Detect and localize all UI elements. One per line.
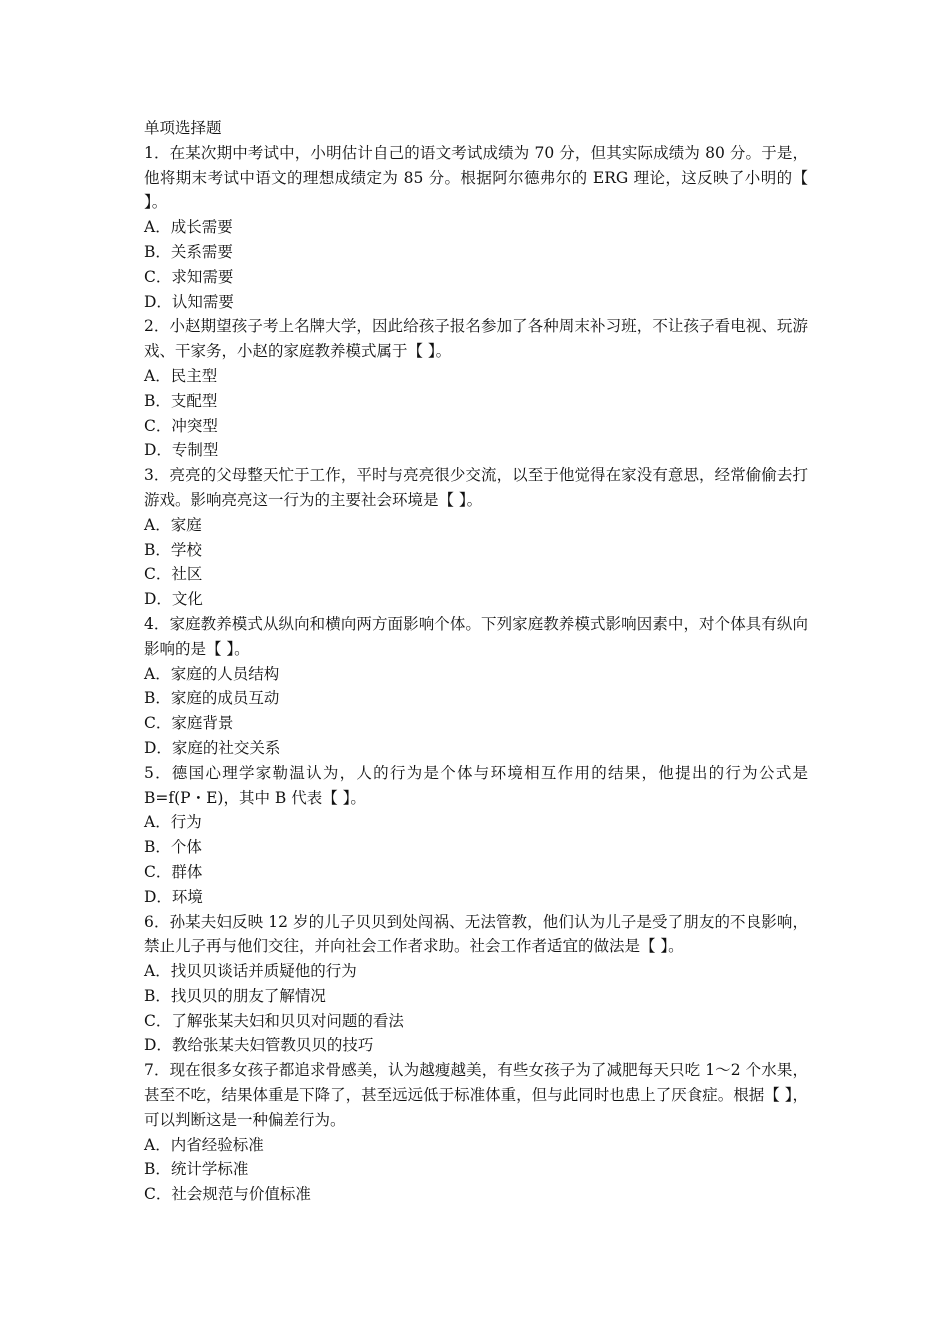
question-text: 2．小赵期望孩子考上名牌大学，因此给孩子报名参加了各种周末补习班，不让孩子看电视、玩游戏、干家务，小赵的家庭教养模式属于【 】。 (144, 317, 808, 361)
option-list (144, 662, 808, 761)
answer-option: C．家庭背景 (144, 714, 234, 733)
answer-option: A．行为 (144, 813, 202, 832)
answer-option: C．社会规范与价值标准 (144, 1185, 311, 1204)
question-text: 3．亮亮的父母整天忙于工作，平时与亮亮很少交流，以至于他觉得在家没有意思，经常偷偷去打游戏。影响亮亮这一行为的主要社会环境是【 】。 (144, 466, 808, 509)
answer-option: D．环境 (144, 887, 203, 906)
question-text: 4．家庭教养模式从纵向和横向两方面影响个体。下列家庭教养模式影响因素中，对个体具有纵向影响的是【 】。 (144, 614, 808, 658)
question-item (144, 761, 808, 910)
answer-option: C．了解张某夫妇和贝贝对问题的看法 (144, 1011, 404, 1030)
question-item (144, 910, 808, 1059)
question-item (144, 314, 808, 463)
option-list (144, 215, 808, 314)
answer-option: D．文化 (144, 590, 203, 609)
answer-option: A．民主型 (144, 366, 218, 385)
answer-option: B．支配型 (144, 391, 218, 410)
document-body (144, 116, 808, 1207)
answer-option: C．群体 (144, 862, 203, 881)
answer-option: D．教给张某夫妇管教贝贝的技巧 (144, 1036, 374, 1055)
answer-option: C．社区 (144, 565, 203, 584)
question-list (144, 141, 808, 1207)
question-item (144, 141, 808, 315)
answer-option: D．专制型 (144, 441, 219, 460)
question-text: 1．在某次期中考试中，小明估计自己的语文考试成绩为 70 分，但其实际成绩为 80 分。于是，他将期末考试中语文的理想成绩定为 85 分。根据阿尔德弗尔的 ERG 理论，这反映了小明的【 】。 (144, 143, 808, 212)
answer-option: C．冲突型 (144, 416, 218, 435)
question-item (144, 463, 808, 612)
answer-option: D．认知需要 (144, 292, 234, 311)
answer-option: B．关系需要 (144, 242, 233, 261)
question-text: 5．德国心理学家勒温认为，人的行为是个体与环境相互作用的结果，他提出的行为公式是 B=f(P・E)，其中 B 代表【 】。 (144, 763, 808, 807)
section-heading: 单项选择题 (144, 119, 222, 137)
option-list (144, 364, 808, 463)
answer-option: C．求知需要 (144, 267, 234, 286)
question-text: 7．现在很多女孩子都追求骨感美，认为越瘦越美，有些女孩子为了减肥每天只吃 1～2 个水果，甚至不吃，结果体重是下降了，甚至远远低于标准体重，但与此同时也患上了厌食症。根据【 】，可以判断这是一种偏差行为。 (144, 1061, 808, 1129)
option-list (144, 513, 808, 612)
answer-option: B．找贝贝的朋友了解情况 (144, 986, 326, 1005)
question-item (144, 612, 808, 761)
question-item (144, 1058, 808, 1207)
answer-option: A．找贝贝谈话并质疑他的行为 (144, 962, 357, 981)
question-text: 6．孙某夫妇反映 12 岁的儿子贝贝到处闯祸、无法管教，他们认为儿子是受了朋友的不良影响，禁止儿子再与他们交往，并向社会工作者求助。社会工作者适宜的做法是【 】。 (144, 912, 808, 956)
answer-option: A．家庭的人员结构 (144, 664, 280, 683)
answer-option: B．个体 (144, 838, 202, 857)
answer-option: A．内省经验标准 (144, 1135, 264, 1154)
option-list (144, 959, 808, 1058)
answer-option: B．统计学标准 (144, 1160, 249, 1179)
answer-option: B．家庭的成员互动 (144, 689, 280, 708)
answer-option: A．成长需要 (144, 218, 233, 237)
answer-option: D．家庭的社交关系 (144, 738, 281, 757)
answer-option: A．家庭 (144, 515, 202, 534)
option-list (144, 1133, 808, 1207)
answer-option: B．学校 (144, 540, 202, 559)
option-list (144, 810, 808, 909)
